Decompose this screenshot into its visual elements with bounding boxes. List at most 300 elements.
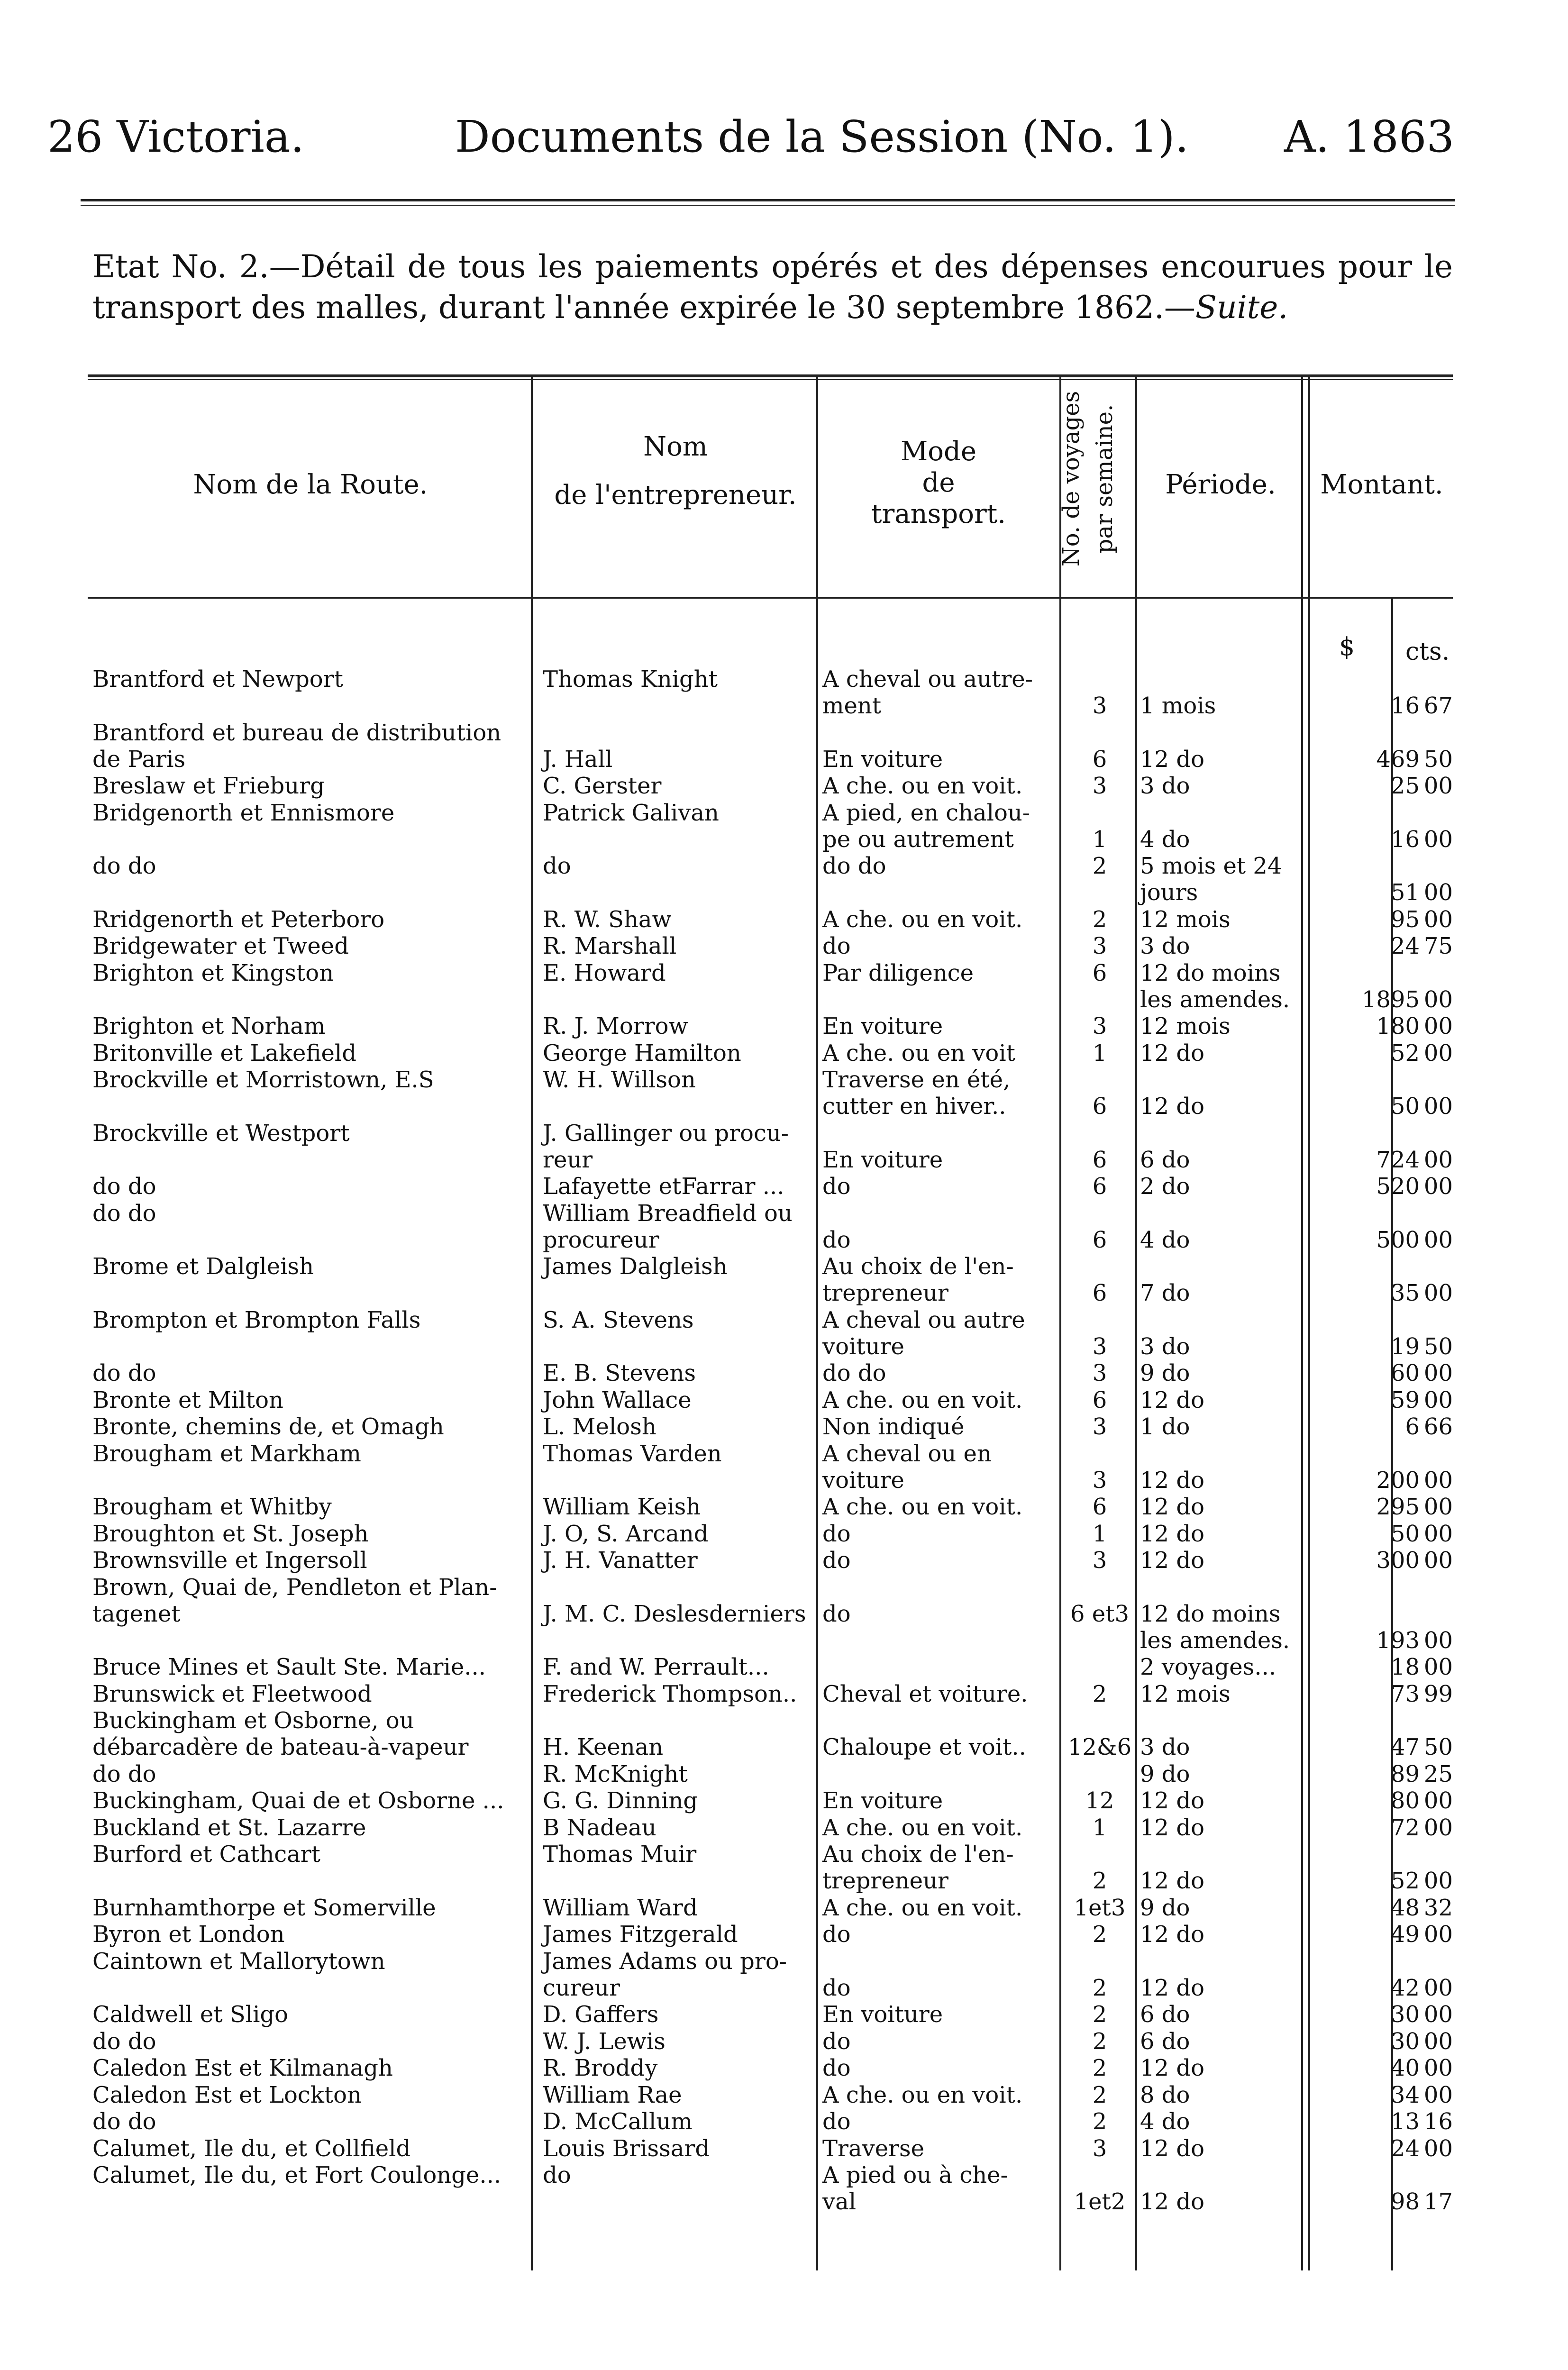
header-session: 26 Victoria. — [47, 111, 304, 162]
contractor-name: R. J. Morrow — [543, 1013, 688, 1039]
column-header-contractor-l2: de l'entrepreneur. — [554, 480, 797, 510]
route-name: Brantford et bureau de distribution de Paris — [92, 719, 501, 773]
amount-dollars: 60 — [1390, 1360, 1420, 1386]
transport-mode: Au choix de l'en- trepreneur — [822, 1841, 1014, 1894]
period: 9 do — [1140, 1894, 1190, 1921]
table-row — [88, 933, 1453, 959]
voyages-per-week: 2 — [1092, 1680, 1107, 1707]
column-header-contractor-l1: Nom — [643, 431, 708, 462]
amount-cents: 00 — [1423, 2081, 1453, 2108]
route-name: Bronte, chemins de, et Omagh — [92, 1413, 444, 1440]
voyages-per-week: 1 — [1092, 1039, 1107, 1066]
contractor-name: J. Gallinger ou procu- reur — [543, 1120, 789, 1173]
voyages-per-week: 2 — [1092, 2001, 1107, 2028]
period: 3 do — [1140, 933, 1190, 959]
amount-dollars: 724 — [1376, 1146, 1420, 1173]
amount-cents: 00 — [1423, 773, 1453, 799]
amount-cents: 00 — [1423, 1226, 1453, 1253]
route-name: Buckingham et Osborne, ou débarcadère de bateau-à-vapeur — [92, 1707, 469, 1760]
header-rule — [81, 199, 1455, 201]
voyages-per-week: 3 — [1092, 2135, 1107, 2162]
contractor-name: James Dalgleish — [543, 1253, 728, 1280]
amount-cents: 00 — [1423, 906, 1453, 933]
table-row — [88, 666, 1453, 719]
amount-cents: 00 — [1423, 1494, 1453, 1520]
contractor-name: Thomas Muir — [543, 1841, 697, 1868]
route-name: Brougham et Markham — [92, 1440, 361, 1467]
route-name: do do — [92, 2028, 156, 2055]
amount-cents: 00 — [1423, 1974, 1453, 2001]
amount-cents: 25 — [1423, 1760, 1453, 1787]
transport-mode: A che. ou en voit. — [822, 1894, 1023, 1921]
period: 7 do — [1140, 1280, 1190, 1306]
amount-cents: 66 — [1423, 1413, 1453, 1440]
transport-mode: A che. ou en voit. — [822, 1386, 1023, 1413]
transport-mode: do do — [822, 1360, 886, 1386]
transport-mode: do — [822, 1226, 851, 1253]
contractor-name: do — [543, 853, 571, 879]
amount-cents: 00 — [1423, 1386, 1453, 1413]
transport-mode: Chaloupe et voit.. — [822, 1734, 1026, 1760]
route-name: Brompton et Brompton Falls — [92, 1306, 421, 1333]
amount-dollars: 50 — [1390, 1520, 1420, 1547]
table-row — [88, 1574, 1453, 1654]
amount-cents: 00 — [1423, 1520, 1453, 1547]
period: 4 do — [1140, 826, 1190, 853]
amount-cents: 00 — [1423, 1360, 1453, 1386]
amount-cents: 00 — [1423, 1146, 1453, 1173]
voyages-per-week: 6 — [1092, 1093, 1107, 1120]
route-name: Bruce Mines et Sault Ste. Marie... — [92, 1654, 486, 1680]
column-header-mode-l1: Mode — [900, 436, 977, 467]
voyages-per-week: 3 — [1092, 693, 1107, 719]
period: 12 mois — [1140, 906, 1231, 933]
voyages-per-week: 1et3 — [1074, 1894, 1126, 1921]
transport-mode: A pied ou à che- val — [822, 2162, 1008, 2215]
transport-mode: do — [822, 1173, 851, 1200]
amount-cents: 00 — [1423, 1173, 1453, 1200]
voyages-per-week: 2 — [1092, 2055, 1107, 2081]
caption-suite: Suite. — [1195, 289, 1288, 326]
amount-dollars: 98 — [1390, 2188, 1420, 2215]
caption-text: Etat No. 2.—Détail de tous les paiements opérés et des dépenses encourues pour le transport des malles, durant l'année expirée le 30 septembre 1862.— — [92, 248, 1453, 326]
contractor-name: do — [543, 2162, 571, 2188]
voyages-per-week: 6 — [1092, 746, 1107, 773]
table-row — [88, 1707, 1453, 1760]
table-row — [88, 2135, 1453, 2162]
amount-cents: 00 — [1423, 1039, 1453, 1066]
contractor-name: John Wallace — [543, 1386, 692, 1413]
table-row — [88, 1200, 1453, 1253]
amount-dollars: 6 — [1405, 1413, 1420, 1440]
contractor-name: William Ward — [543, 1894, 698, 1921]
voyages-per-week: 3 — [1092, 933, 1107, 959]
route-name: Breslaw et Frieburg — [92, 773, 325, 799]
amount-dollars: 80 — [1390, 1787, 1420, 1814]
amount-dollars: 95 — [1390, 906, 1420, 933]
route-name: Caledon Est et Lockton — [92, 2081, 362, 2108]
amount-dollars: 300 — [1376, 1547, 1420, 1574]
column-header-period: Période. — [1165, 469, 1276, 500]
contractor-name: Thomas Varden — [543, 1440, 722, 1467]
route-name: Burnhamthorpe et Somerville — [92, 1894, 436, 1921]
contractor-name: William Rae — [543, 2081, 682, 2108]
voyages-per-week: 6 — [1092, 1280, 1107, 1306]
amount-dollars: 50 — [1390, 1093, 1420, 1120]
table-row — [88, 906, 1453, 933]
voyages-per-week: 1 — [1092, 1814, 1107, 1841]
voyages-per-week: 1 — [1092, 1520, 1107, 1547]
table-row — [88, 720, 1453, 773]
table-row — [88, 1066, 1453, 1120]
contractor-name: C. Gerster — [543, 773, 662, 799]
period: 12 mois — [1140, 1680, 1231, 1707]
transport-mode: do — [822, 1547, 851, 1574]
transport-mode: Au choix de l'en- trepreneur — [822, 1253, 1014, 1306]
voyages-per-week: 2 — [1092, 1921, 1107, 1948]
table-row — [88, 2108, 1453, 2135]
route-name: Brantford et Newport — [92, 666, 343, 693]
amount-dollars: 520 — [1376, 1173, 1420, 1200]
column-header-mode — [820, 436, 1057, 530]
amount-dollars: 30 — [1390, 2028, 1420, 2055]
route-name: Brockville et Westport — [92, 1120, 350, 1147]
voyages-per-week: 2 — [1092, 1868, 1107, 1894]
contractor-name: E. Howard — [543, 959, 666, 986]
amount-cents: 00 — [1423, 879, 1453, 906]
transport-mode: Cheval et voiture. — [822, 1680, 1028, 1707]
route-name: Brome et Dalgleish — [92, 1253, 314, 1280]
period: 12 mois — [1140, 1013, 1231, 1039]
header-rule-thin — [81, 205, 1455, 206]
table-row — [88, 2028, 1453, 2055]
amount-dollars: 47 — [1390, 1734, 1420, 1760]
amount-cents: 00 — [1423, 1013, 1453, 1039]
route-name: Broughton et St. Joseph — [92, 1520, 369, 1547]
voyages-per-week: 1et2 — [1074, 2188, 1126, 2215]
transport-mode: do — [822, 1921, 851, 1948]
voyages-per-week: 12&6 — [1067, 1734, 1132, 1760]
transport-mode: En voiture — [822, 1787, 943, 1814]
contractor-name: William Keish — [543, 1494, 701, 1520]
amount-cents: 00 — [1423, 1868, 1453, 1894]
amount-dollars: 13 — [1390, 2108, 1420, 2135]
period: 12 do — [1140, 2135, 1204, 2162]
period: 6 do — [1140, 2001, 1190, 2028]
dollar-sign: $ — [1339, 633, 1355, 661]
route-name: Brockville et Morristown, E.S — [92, 1066, 434, 1093]
contractor-name: George Hamilton — [543, 1039, 741, 1066]
transport-mode: A che. ou en voit. — [822, 906, 1023, 933]
route-name: Britonville et Lakefield — [92, 1039, 356, 1066]
transport-mode: En voiture — [822, 746, 943, 773]
route-name: Bridgenorth et Ennismore — [92, 799, 395, 826]
table-row — [88, 1895, 1453, 1921]
amount-dollars: 35 — [1390, 1280, 1420, 1306]
amount-dollars: 52 — [1390, 1868, 1420, 1894]
transport-mode: A cheval ou autre- ment — [822, 666, 1033, 719]
contractor-name: B Nadeau — [543, 1814, 656, 1841]
contractor-name: J. O, S. Arcand — [543, 1520, 709, 1547]
amount-dollars: 72 — [1390, 1814, 1420, 1841]
route-name: Rridgenorth et Peterboro — [92, 906, 385, 933]
amount-cents: 00 — [1423, 1627, 1453, 1654]
amount-dollars: 16 — [1390, 693, 1420, 719]
amount-cents: 00 — [1423, 2028, 1453, 2055]
period: 12 do — [1140, 1547, 1204, 1574]
column-header-contractor — [538, 431, 813, 511]
table-row — [88, 1948, 1453, 2001]
transport-mode: Par diligence — [822, 959, 974, 986]
amount-dollars: 18 — [1390, 1654, 1420, 1680]
route-name: do do — [92, 1360, 156, 1386]
contractor-name: D. Gaffers — [543, 2001, 659, 2028]
transport-mode: A cheval ou en voiture — [822, 1440, 992, 1494]
table-top-rule-thin — [88, 379, 1453, 380]
amount-dollars: 24 — [1390, 933, 1420, 959]
amount-dollars: 1895 — [1361, 986, 1420, 1013]
amount-cents: 00 — [1423, 1787, 1453, 1814]
contractor-name: L. Melosh — [543, 1413, 656, 1440]
contractor-name: Louis Brissard — [543, 2135, 710, 2162]
table-caption — [92, 246, 1453, 328]
period: 12 do — [1140, 746, 1204, 773]
amount-cents: 00 — [1423, 986, 1453, 1013]
table-row — [88, 1761, 1453, 1787]
period: 4 do — [1140, 1226, 1190, 1253]
period: 12 do — [1140, 2188, 1204, 2215]
transport-mode: Traverse — [822, 2135, 925, 2162]
amount-dollars: 89 — [1390, 1760, 1420, 1787]
amount-dollars: 469 — [1376, 746, 1420, 773]
table-row — [88, 1253, 1453, 1306]
route-name: Caintown et Mallorytown — [92, 1948, 385, 1975]
amount-dollars: 52 — [1390, 1039, 1420, 1066]
contractor-name: R. McKnight — [543, 1760, 688, 1787]
table-row — [88, 1120, 1453, 1173]
table-row — [88, 2055, 1453, 2081]
route-name: Brunswick et Fleetwood — [92, 1680, 372, 1707]
voyages-per-week: 3 — [1092, 1333, 1107, 1360]
amount-cents: 00 — [1423, 2055, 1453, 2081]
voyages-per-week: 2 — [1092, 853, 1107, 879]
route-name: Calumet, Ile du, et Fort Coulonge... — [92, 2162, 501, 2188]
table-row — [88, 853, 1453, 906]
voyages-per-week: 6 — [1092, 959, 1107, 986]
voyages-per-week: 2 — [1092, 2081, 1107, 2108]
transport-mode: A cheval ou autre voiture — [822, 1306, 1025, 1360]
route-name: do do — [92, 2108, 156, 2135]
table-row — [88, 1013, 1453, 1039]
transport-mode: A che. ou en voit. — [822, 1494, 1023, 1520]
period: 12 do — [1140, 1520, 1204, 1547]
contractor-name: W. H. Willson — [543, 1066, 696, 1093]
transport-mode: En voiture — [822, 1146, 943, 1173]
period: 12 do moins les amendes. — [1140, 1600, 1290, 1654]
route-name: Buckland et St. Lazarre — [92, 1814, 366, 1841]
voyages-per-week: 6 — [1092, 1226, 1107, 1253]
voyages-per-week: 6 — [1092, 1146, 1107, 1173]
period: 12 do — [1140, 1814, 1204, 1841]
table-row — [88, 800, 1453, 853]
table-row — [88, 1494, 1453, 1520]
contractor-name: E. B. Stevens — [543, 1360, 696, 1386]
contractor-name: W. J. Lewis — [543, 2028, 665, 2055]
transport-mode: do — [822, 2028, 851, 2055]
transport-mode: Traverse en été, cutter en hiver.. — [822, 1066, 1011, 1120]
amount-cents: 32 — [1423, 1894, 1453, 1921]
voyages-per-week: 2 — [1092, 906, 1107, 933]
contractor-name: S. A. Stevens — [543, 1306, 694, 1333]
period: 12 do — [1140, 1093, 1204, 1120]
voyages-per-week: 12 — [1085, 1787, 1114, 1814]
transport-mode: A che. ou en voit. — [822, 2081, 1023, 2108]
period: 12 do — [1140, 1921, 1204, 1948]
amount-cents: 50 — [1423, 1333, 1453, 1360]
table-row — [88, 1521, 1453, 1547]
period: 6 do — [1140, 1146, 1190, 1173]
voyages-per-week: 3 — [1092, 1360, 1107, 1386]
column-header-amount: Montant. — [1320, 469, 1443, 500]
amount-dollars: 180 — [1376, 1013, 1420, 1039]
voyages-per-week: 2 — [1092, 1974, 1107, 2001]
table-row — [88, 1787, 1453, 1814]
contractor-name: H. Keenan — [543, 1734, 664, 1760]
voyages-per-week: 3 — [1092, 773, 1107, 799]
transport-mode: A che. ou en voit — [822, 1039, 1015, 1066]
amount-cents: 00 — [1423, 1093, 1453, 1120]
amount-dollars: 200 — [1376, 1467, 1420, 1494]
route-name: Caledon Est et Kilmanagh — [92, 2055, 393, 2081]
contractor-name: James Adams ou pro- cureur — [543, 1948, 787, 2001]
transport-mode: do do — [822, 853, 886, 879]
amount-dollars: 59 — [1390, 1386, 1420, 1413]
period: 9 do — [1140, 1360, 1190, 1386]
period: 2 do — [1140, 1173, 1190, 1200]
route-name: do do — [92, 1173, 156, 1200]
amount-cents: 99 — [1423, 1680, 1453, 1707]
contractor-name: J. H. Vanatter — [543, 1547, 698, 1574]
contractor-name: Frederick Thompson.. — [543, 1680, 797, 1707]
transport-mode: do — [822, 2108, 851, 2135]
amount-dollars: 49 — [1390, 1921, 1420, 1948]
table-row — [88, 1547, 1453, 1574]
amount-dollars: 500 — [1376, 1226, 1420, 1253]
period: 12 do — [1140, 1494, 1204, 1520]
table-row — [88, 1841, 1453, 1894]
amount-cents: 00 — [1423, 826, 1453, 853]
transport-mode: A pied, en chalou- pe ou autrement — [822, 799, 1030, 853]
table-row — [88, 2001, 1453, 2028]
route-name: Brighton et Norham — [92, 1013, 326, 1039]
table-row — [88, 960, 1453, 1013]
table-row — [88, 1173, 1453, 1200]
voyages-per-week: 6 et3 — [1070, 1600, 1130, 1627]
amount-dollars: 295 — [1376, 1494, 1420, 1520]
column-header-mode-l2: de — [922, 467, 955, 498]
amount-dollars: 16 — [1390, 826, 1420, 853]
amount-cents: 00 — [1423, 1814, 1453, 1841]
header-bottom-rule — [88, 597, 1453, 599]
voyages-per-week: 2 — [1092, 2108, 1107, 2135]
amount-cents: 50 — [1423, 1734, 1453, 1760]
transport-mode: do — [822, 933, 851, 959]
table-row — [88, 1654, 1453, 1680]
route-name: do do — [92, 853, 156, 879]
amount-dollars: 30 — [1390, 2001, 1420, 2028]
transport-mode: A che. ou en voit. — [822, 1814, 1023, 1841]
table-row — [88, 1307, 1453, 1360]
header-title: Documents de la Session (No. 1). — [455, 111, 1189, 162]
contractor-name: R. W. Shaw — [543, 906, 672, 933]
amount-dollars: 40 — [1390, 2055, 1420, 2081]
voyages-per-week: 3 — [1092, 1013, 1107, 1039]
period: 2 voyages... — [1140, 1654, 1276, 1680]
column-header-route: Nom de la Route. — [193, 469, 428, 500]
contractor-name: J. M. C. Deslesderniers — [543, 1600, 806, 1627]
table-row — [88, 1814, 1453, 1841]
contractor-name: J. Hall — [543, 746, 613, 773]
table-row — [88, 1360, 1453, 1386]
amount-dollars: 42 — [1390, 1974, 1420, 2001]
contractor-name: D. McCallum — [543, 2108, 693, 2135]
amount-cents: 50 — [1423, 746, 1453, 773]
amount-dollars: 51 — [1390, 879, 1420, 906]
period: 12 do — [1140, 1467, 1204, 1494]
contractor-name: R. Marshall — [543, 933, 677, 959]
payments-table — [88, 374, 1453, 2270]
table-row — [88, 1681, 1453, 1707]
amount-cents: 75 — [1423, 933, 1453, 959]
contractor-name: G. G. Dinning — [543, 1787, 698, 1814]
amount-dollars: 193 — [1376, 1627, 1420, 1654]
contractor-name: R. Broddy — [543, 2055, 658, 2081]
transport-mode: En voiture — [822, 1013, 943, 1039]
contractor-name: Patrick Galivan — [543, 799, 719, 826]
contractor-name: Lafayette etFarrar ... — [543, 1173, 784, 1200]
period: 12 do — [1140, 1386, 1204, 1413]
header-year: A. 1863 — [1284, 111, 1454, 162]
table-row — [88, 1387, 1453, 1413]
transport-mode: En voiture — [822, 2001, 943, 2028]
period: 1 mois — [1140, 693, 1216, 719]
route-name: Brownsville et Ingersoll — [92, 1547, 367, 1574]
transport-mode: A che. ou en voit. — [822, 773, 1023, 799]
amount-cents: 16 — [1423, 2108, 1453, 2135]
table-row — [88, 2082, 1453, 2108]
voyages-per-week: 6 — [1092, 1494, 1107, 1520]
period: 12 do — [1140, 1039, 1204, 1066]
amount-dollars: 19 — [1390, 1333, 1420, 1360]
voyages-per-week: 3 — [1092, 1467, 1107, 1494]
period: 12 do — [1140, 1868, 1204, 1894]
table-row — [88, 773, 1453, 799]
period: 12 do moins les amendes. — [1140, 959, 1290, 1013]
table-row — [88, 1921, 1453, 1948]
route-name: Brougham et Whitby — [92, 1494, 332, 1520]
table-row — [88, 1040, 1453, 1066]
voyages-per-week: 6 — [1092, 1173, 1107, 1200]
transport-mode: do — [822, 1600, 851, 1627]
table-row — [88, 1413, 1453, 1440]
amount-cents: 00 — [1423, 1280, 1453, 1306]
transport-mode: do — [822, 1974, 851, 2001]
contractor-name: Thomas Knight — [543, 666, 718, 693]
voyages-per-week: 2 — [1092, 2028, 1107, 2055]
period: 12 do — [1140, 2055, 1204, 2081]
period: 6 do — [1140, 2028, 1190, 2055]
transport-mode: do — [822, 1520, 851, 1547]
